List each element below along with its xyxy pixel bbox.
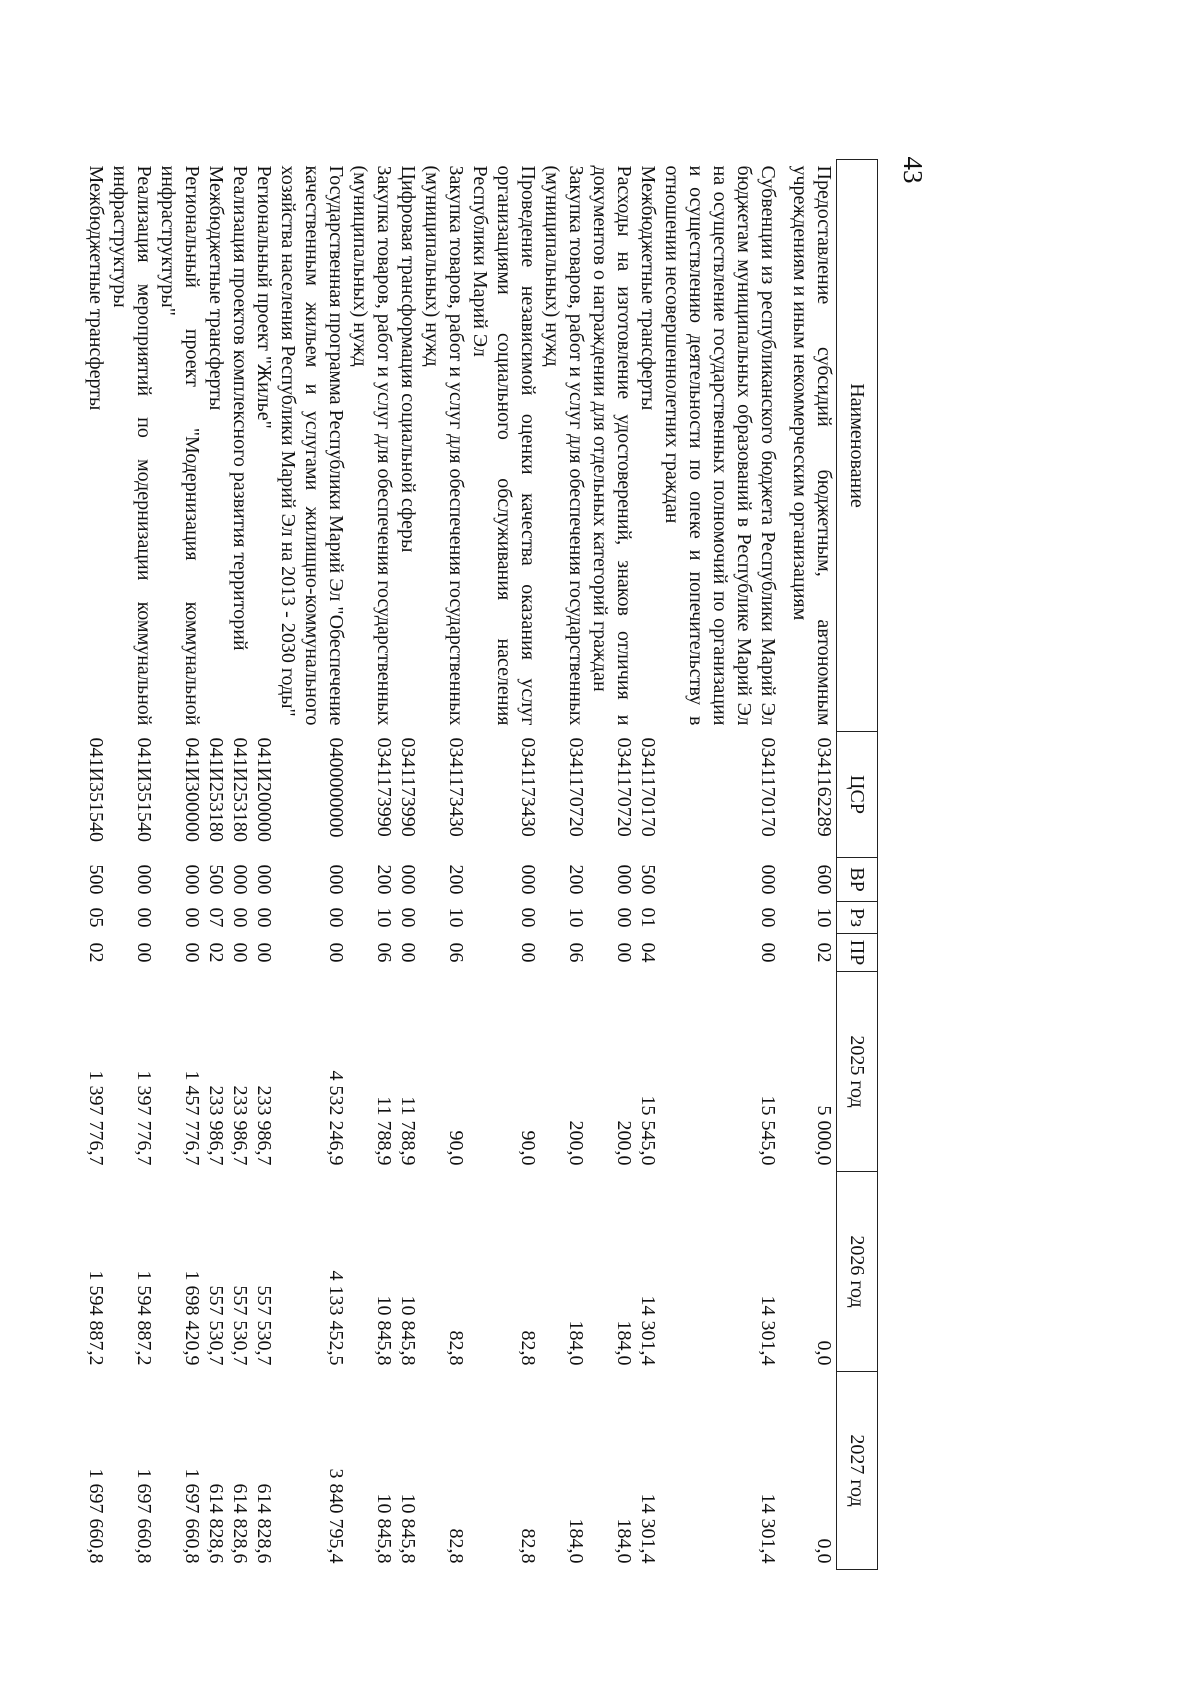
cell-csr: 0341173990 bbox=[373, 737, 395, 837]
cell-2026: 557 530,7 bbox=[205, 1285, 227, 1366]
table-row bbox=[420, 160, 468, 1570]
cell-csr: 0400000000 bbox=[325, 737, 347, 838]
cell-rz: 05 bbox=[85, 907, 107, 928]
cell-2027: 0,0 bbox=[813, 1538, 835, 1564]
table-row bbox=[660, 160, 788, 1570]
budget-table bbox=[84, 159, 878, 1570]
cell-2025: 1 457 776,7 bbox=[181, 1070, 203, 1166]
header-2027: 2027 год bbox=[837, 1372, 878, 1570]
cell-rz: 00 bbox=[757, 907, 779, 928]
cell-csr: 0341173990 bbox=[397, 737, 419, 837]
cell-2027: 14 301,4 bbox=[637, 1493, 659, 1564]
table-row bbox=[588, 160, 636, 1570]
cell-2027: 184,0 bbox=[565, 1518, 587, 1564]
cell-2026: 10 845,8 bbox=[373, 1295, 395, 1366]
cell-2025: 1 397 776,7 bbox=[133, 1070, 155, 1166]
cell-name: Проведение независимой оценки качества оказания услуг организациями социального обслуживания населения Республики Марий Эл bbox=[469, 165, 539, 726]
cell-vr: 500 bbox=[637, 864, 659, 895]
cell-pr: 02 bbox=[205, 942, 227, 963]
cell-2027: 82,8 bbox=[445, 1528, 467, 1564]
cell-rz: 01 bbox=[637, 907, 659, 928]
cell-vr: 200 bbox=[373, 864, 395, 895]
cell-rz: 00 bbox=[613, 907, 635, 928]
cell-csr: 041И300000 bbox=[181, 737, 203, 842]
cell-2025: 200,0 bbox=[565, 1120, 587, 1166]
header-2025: 2025 год bbox=[837, 972, 878, 1172]
table-header-row bbox=[837, 160, 878, 1570]
cell-2027: 3 840 795,4 bbox=[325, 1468, 347, 1564]
budget-table-rotated bbox=[48, 159, 878, 1569]
cell-2027: 10 845,8 bbox=[397, 1493, 419, 1564]
cell-vr: 000 bbox=[397, 864, 419, 895]
cell-2026: 1 698 420,9 bbox=[181, 1270, 203, 1366]
cell-name: Закупка товаров, работ и услуг для обеспечения государственных (муниципальных) нужд bbox=[349, 165, 395, 726]
cell-2027: 184,0 bbox=[613, 1518, 635, 1564]
cell-pr: 02 bbox=[813, 942, 835, 963]
cell-name: Предоставление субсидий бюджетным, автономным учреждениям и иным некоммерческим организациям bbox=[789, 165, 835, 726]
cell-rz: 07 bbox=[205, 907, 227, 928]
cell-pr: 00 bbox=[613, 942, 635, 963]
cell-pr: 00 bbox=[181, 942, 203, 963]
table-row bbox=[540, 160, 588, 1570]
table-row bbox=[84, 160, 108, 1570]
cell-vr: 200 bbox=[445, 864, 467, 895]
cell-vr: 500 bbox=[85, 864, 107, 895]
cell-csr: 0341170170 bbox=[637, 737, 659, 837]
cell-2025: 233 986,7 bbox=[253, 1085, 275, 1166]
cell-pr: 06 bbox=[445, 942, 467, 963]
header-pr: ПР bbox=[837, 934, 878, 972]
cell-2025: 1 397 776,7 bbox=[85, 1070, 107, 1166]
cell-rz: 10 bbox=[565, 907, 587, 928]
header-name: Наименование bbox=[837, 160, 878, 732]
table-row bbox=[636, 160, 660, 1570]
cell-pr: 00 bbox=[133, 942, 155, 963]
cell-2026: 184,0 bbox=[565, 1320, 587, 1366]
cell-2026: 557 530,7 bbox=[229, 1285, 251, 1366]
cell-name: Реализация мероприятий по модернизации коммунальной инфраструктуры bbox=[109, 165, 155, 726]
cell-name: Расходы на изготовление удостоверений, знаков отличия и документов о награждении для отдельных категорий граждан bbox=[589, 165, 635, 726]
cell-vr: 000 bbox=[229, 864, 251, 895]
table-row bbox=[348, 160, 396, 1570]
cell-csr: 041И351540 bbox=[85, 737, 107, 842]
cell-vr: 200 bbox=[565, 864, 587, 895]
cell-name: Цифровая трансформация социальной сферы bbox=[397, 165, 419, 553]
cell-csr: 041И253180 bbox=[205, 737, 227, 842]
table-row bbox=[468, 160, 540, 1570]
cell-pr: 00 bbox=[517, 942, 539, 963]
header-csr: ЦСР bbox=[837, 732, 878, 858]
cell-vr: 000 bbox=[757, 864, 779, 895]
cell-2025: 4 532 246,9 bbox=[325, 1070, 347, 1166]
table-row bbox=[252, 160, 276, 1570]
cell-2025: 90,0 bbox=[445, 1130, 467, 1166]
cell-vr: 000 bbox=[133, 864, 155, 895]
cell-name: Государственная программа Республики Марий Эл "Обеспечение качественным жильем и услугами жилищно-коммунального хозяйства населения Республики Марий Эл на 2013 - 2030 годы" bbox=[277, 165, 347, 726]
cell-pr: 00 bbox=[253, 942, 275, 963]
header-2026: 2026 год bbox=[837, 1172, 878, 1372]
cell-csr: 041И200000 bbox=[253, 737, 275, 842]
cell-csr: 0341162289 bbox=[813, 737, 835, 837]
cell-name: Закупка товаров, работ и услуг для обеспечения государственных (муниципальных) нужд bbox=[541, 165, 587, 726]
cell-csr: 0341173430 bbox=[517, 737, 539, 837]
cell-csr: 0341170170 bbox=[757, 737, 779, 837]
table-body bbox=[84, 160, 837, 1570]
cell-2025: 233 986,7 bbox=[205, 1085, 227, 1166]
page-number: 43 bbox=[898, 156, 928, 184]
header-vr: ВР bbox=[837, 858, 878, 902]
cell-2025: 15 545,0 bbox=[757, 1095, 779, 1166]
cell-2027: 1 697 660,8 bbox=[181, 1468, 203, 1564]
cell-rz: 00 bbox=[253, 907, 275, 928]
cell-2026: 82,8 bbox=[517, 1330, 539, 1366]
cell-pr: 06 bbox=[373, 942, 395, 963]
cell-rz: 10 bbox=[813, 907, 835, 928]
cell-2027: 614 828,6 bbox=[253, 1483, 275, 1564]
cell-csr: 0341170720 bbox=[565, 737, 587, 837]
cell-rz: 10 bbox=[445, 907, 467, 928]
cell-vr: 500 bbox=[205, 864, 227, 895]
cell-name: Закупка товаров, работ и услуг для обеспечения государственных (муниципальных) нужд bbox=[421, 165, 467, 726]
cell-name: Межбюджетные трансферты bbox=[85, 165, 107, 411]
cell-2027: 14 301,4 bbox=[757, 1493, 779, 1564]
cell-2025: 11 788,9 bbox=[373, 1096, 395, 1166]
cell-name: Реализация проектов комплексного развития территорий bbox=[229, 165, 251, 651]
cell-vr: 000 bbox=[613, 864, 635, 895]
cell-2026: 0,0 bbox=[813, 1340, 835, 1366]
cell-2027: 1 697 660,8 bbox=[85, 1468, 107, 1564]
cell-csr: 041И253180 bbox=[229, 737, 251, 842]
cell-pr: 00 bbox=[757, 942, 779, 963]
cell-name: Межбюджетные трансферты bbox=[637, 165, 659, 411]
table-row bbox=[204, 160, 228, 1570]
cell-rz: 00 bbox=[181, 907, 203, 928]
cell-rz: 00 bbox=[397, 907, 419, 928]
cell-pr: 04 bbox=[637, 942, 659, 963]
cell-vr: 000 bbox=[253, 864, 275, 895]
cell-rz: 10 bbox=[373, 907, 395, 928]
cell-2027: 614 828,6 bbox=[229, 1483, 251, 1564]
cell-name: Региональный проект "Жилье" bbox=[253, 165, 275, 429]
cell-name: Субвенции из республиканского бюджета Республики Марий Эл бюджетам муниципальных образований в Республике Марий Эл на осуществление государственных полномочий по организации и осуществлению деятельности по опеке и попечительству в отношении несовершеннолетних граждан bbox=[661, 165, 779, 726]
cell-2027: 1 697 660,8 bbox=[133, 1468, 155, 1564]
cell-name: Региональный проект "Модернизация коммунальной инфраструктуры" bbox=[157, 165, 203, 726]
cell-2025: 200,0 bbox=[613, 1120, 635, 1166]
cell-2026: 10 845,8 bbox=[397, 1295, 419, 1366]
cell-pr: 02 bbox=[85, 942, 107, 963]
table-row bbox=[156, 160, 204, 1570]
cell-pr: 06 bbox=[565, 942, 587, 963]
cell-pr: 00 bbox=[397, 942, 419, 963]
cell-csr: 0341170720 bbox=[613, 737, 635, 837]
cell-2025: 233 986,7 bbox=[229, 1085, 251, 1166]
cell-rz: 00 bbox=[325, 907, 347, 928]
cell-2025: 90,0 bbox=[517, 1130, 539, 1166]
cell-2026: 557 530,7 bbox=[253, 1285, 275, 1366]
cell-2026: 14 301,4 bbox=[757, 1295, 779, 1366]
cell-vr: 000 bbox=[181, 864, 203, 895]
cell-2026: 1 594 887,2 bbox=[133, 1270, 155, 1366]
table-row bbox=[108, 160, 156, 1570]
cell-vr: 600 bbox=[813, 864, 835, 895]
cell-vr: 000 bbox=[325, 864, 347, 895]
header-rz: Рз bbox=[837, 902, 878, 934]
cell-name: Межбюджетные трансферты bbox=[205, 165, 227, 411]
cell-vr: 000 bbox=[517, 864, 539, 895]
cell-pr: 00 bbox=[325, 942, 347, 963]
cell-rz: 00 bbox=[517, 907, 539, 928]
table-row bbox=[228, 160, 252, 1570]
cell-rz: 00 bbox=[229, 907, 251, 928]
cell-2026: 14 301,4 bbox=[637, 1295, 659, 1366]
table-row bbox=[788, 160, 837, 1570]
cell-2025: 15 545,0 bbox=[637, 1095, 659, 1166]
cell-pr: 00 bbox=[229, 942, 251, 963]
cell-2027: 614 828,6 bbox=[205, 1483, 227, 1564]
cell-2027: 82,8 bbox=[517, 1528, 539, 1564]
cell-2026: 82,8 bbox=[445, 1330, 467, 1366]
cell-2026: 1 594 887,2 bbox=[85, 1270, 107, 1366]
cell-2026: 4 133 452,5 bbox=[325, 1270, 347, 1366]
table-row bbox=[276, 160, 348, 1570]
cell-2027: 10 845,8 bbox=[373, 1493, 395, 1564]
cell-2026: 184,0 bbox=[613, 1320, 635, 1366]
table-row bbox=[396, 160, 420, 1570]
cell-2025: 5 000,0 bbox=[813, 1105, 835, 1166]
cell-csr: 0341173430 bbox=[445, 737, 467, 837]
cell-2025: 11 788,9 bbox=[397, 1096, 419, 1166]
cell-csr: 041И351540 bbox=[133, 737, 155, 842]
cell-rz: 00 bbox=[133, 907, 155, 928]
